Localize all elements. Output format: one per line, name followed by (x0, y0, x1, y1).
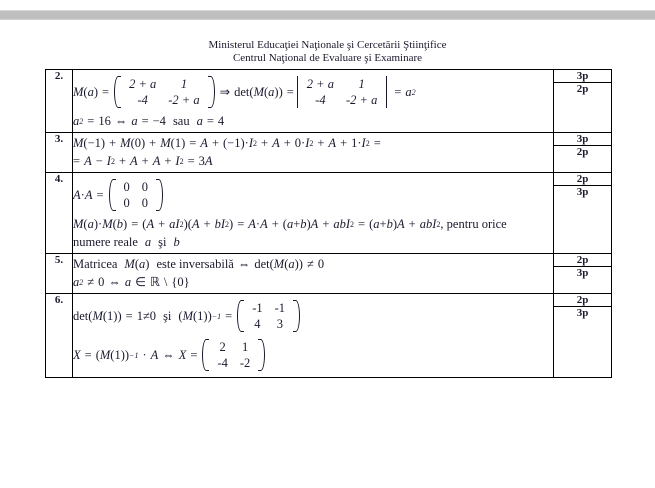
top-gray-band (0, 10, 655, 20)
matrix-cell: -1 (252, 301, 263, 315)
row-points (554, 294, 612, 378)
row-solution-body (73, 133, 554, 173)
matrix-cell: -2 (239, 356, 251, 370)
matrix-M-a (114, 75, 215, 109)
row-points (554, 70, 612, 133)
matrix-cell: 0 (123, 180, 130, 194)
points-value: 3p (554, 306, 611, 319)
grading-scheme-table (45, 69, 612, 378)
matrix-cell: 1 (358, 77, 365, 91)
word-matricea: Matricea (73, 257, 118, 271)
header-line-ministry: Ministerul Educaţiei Naţionale şi Cercetării Ştiinţifice (208, 39, 447, 51)
word-si: şi (158, 235, 167, 249)
solution-line: X = ( M ( 1 )) −1 · A ⇔ X = 2 1 -4 -2 (73, 338, 553, 372)
row-number: 6. (46, 294, 73, 378)
row-solution-body (73, 294, 554, 378)
solution-line: det ( M ( 1 )) = 1≠0 şi ( M ( 1 )) −1 = -1 -1 4 3 (73, 299, 553, 333)
row-solution-body (73, 254, 554, 294)
row-solution-body (73, 70, 554, 133)
word-sau: sau (172, 114, 190, 128)
solution-line (73, 235, 553, 250)
points-value: 2p (576, 294, 589, 306)
var-a: a (144, 235, 152, 249)
matrix-cell: 4 (254, 317, 261, 331)
matrix-cell: 1 (180, 77, 188, 91)
matrix-cell: 2 + a (306, 77, 334, 91)
row-number: 5. (46, 254, 73, 294)
matrix-cell: -1 (274, 301, 286, 315)
row-points (554, 133, 612, 173)
table-row (46, 254, 612, 294)
table-row (46, 294, 612, 378)
matrix-cell: -4 (315, 93, 326, 107)
matrix-inverse-M1 (237, 299, 300, 333)
row-number: 3. (46, 133, 73, 173)
solution-line: A · A = 0 0 0 0 (73, 178, 553, 212)
solution-line: a 2 = 16 ⇔ a = −4 sau a = 4 (73, 114, 225, 128)
matrix-cell: -4 (217, 356, 228, 370)
table-row (46, 133, 612, 173)
solution-line: M ( −1 ) + M ( 0 ) + M ( 1 ) = A + ( −1 ) · I 2 + A + 0· I 2 + A + 1· I 2 = (73, 136, 381, 150)
row-points (554, 254, 612, 294)
matrix-cell: 3 (276, 317, 283, 331)
row-number: 4. (46, 173, 73, 254)
points-value: 2p (554, 82, 611, 95)
matrix-cell: 0 (123, 196, 130, 210)
document-header (0, 39, 655, 65)
row-points (554, 173, 612, 254)
matrix-cell: 0 (141, 180, 149, 194)
matrix-cell: 1 (241, 340, 249, 354)
word-si: şi (163, 308, 172, 323)
points-value: 2p (554, 145, 611, 158)
matrix-X (202, 338, 265, 372)
matrix-cell: 2 (219, 340, 226, 354)
solution-line: M ( a ) · M ( b ) = ( A + aI 2 )( A + bI 2 ) = A · A + ( a + b ) A + abI 2 = ( a + b ) A + abI 2 , pentru orice (73, 217, 507, 231)
phrase-este-inversabila: este inversabilă (156, 257, 234, 271)
table-row (46, 173, 612, 254)
solution-line: M ( a ) = 2 + a 1 -4 -2 + a ⇒ det ( M ( a )) = 2 + a 1 -4 -2 + a = a 2 (73, 77, 416, 107)
solution-line: = A − I 2 + A + A + I 2 = 3 A (73, 154, 213, 168)
points-value: 2p (576, 254, 589, 266)
matrix-cell: -2 + a (345, 93, 378, 107)
var-b: b (173, 235, 180, 249)
points-value: 3p (554, 185, 611, 198)
matrix-cell: -2 + a (168, 93, 200, 107)
points-value: 3p (576, 133, 589, 145)
matrix-zero (109, 178, 164, 212)
points-value: 2p (576, 173, 589, 185)
solution-line: Matricea M ( a ) este inversabilă ⇔ det ( M ( a )) ≠ 0 (73, 257, 325, 271)
solution-line: a 2 ≠ 0 ⇔ a ∈ ℝ \ {0} (73, 275, 190, 289)
phrase-pentru-orice: , pentru orice (440, 217, 507, 231)
points-value: 3p (554, 266, 611, 279)
points-value: 3p (576, 70, 589, 82)
det-result: a (405, 84, 412, 99)
header-line-center: Centrul Naţional de Evaluare şi Examinare (232, 52, 423, 64)
phrase-numere-reale: numere reale (73, 235, 138, 249)
determinant-M-a (295, 75, 390, 109)
matrix-cell: 2 + a (129, 77, 157, 91)
matrix-cell: -4 (137, 93, 148, 107)
matrix-cell: 0 (141, 196, 149, 210)
row-number: 2. (46, 70, 73, 133)
row-solution-body (73, 173, 554, 254)
table-row (46, 70, 612, 133)
